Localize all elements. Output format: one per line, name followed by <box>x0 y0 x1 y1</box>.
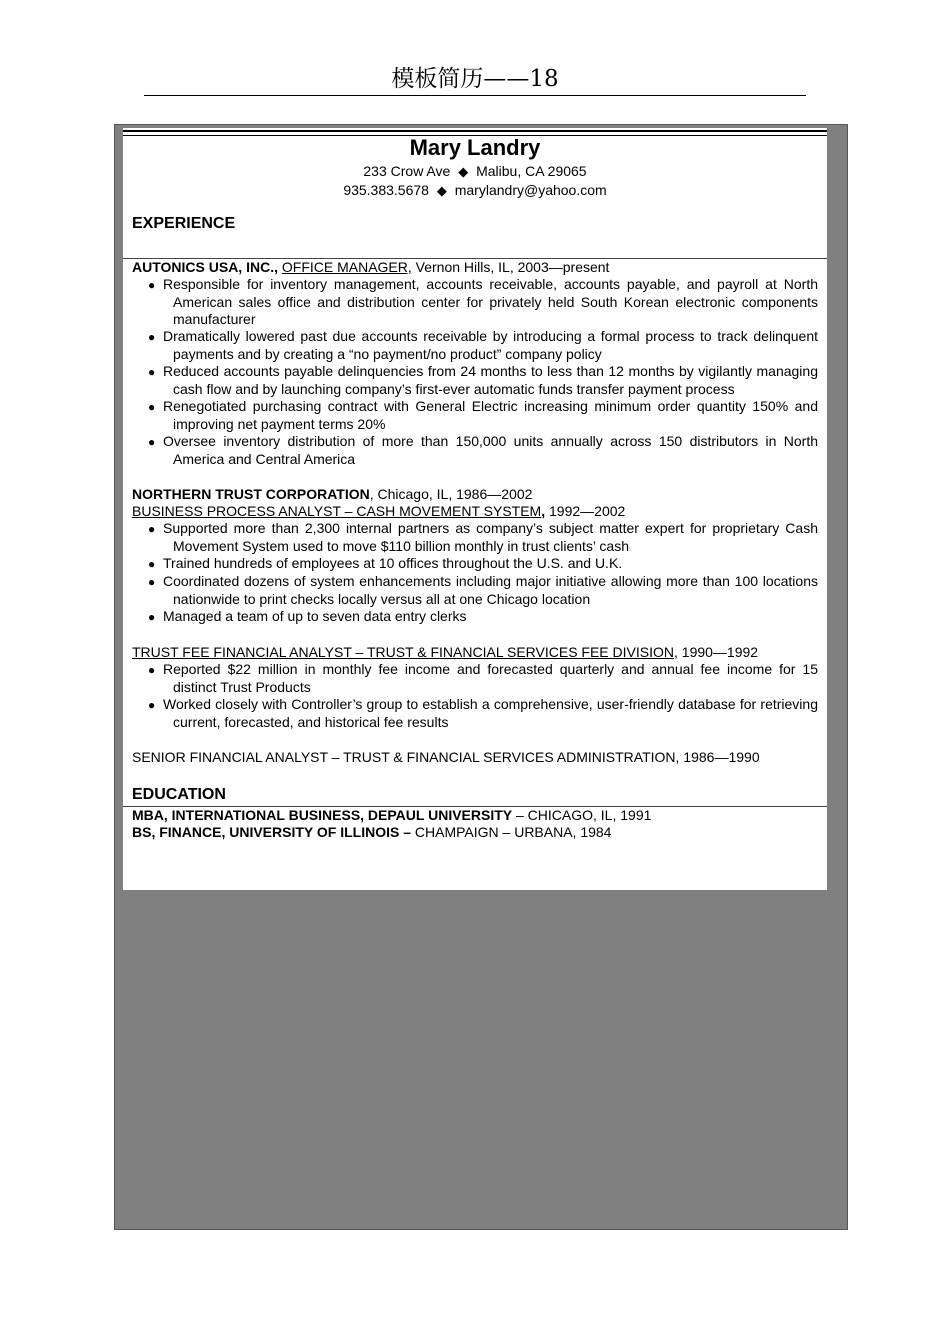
education-heading: EDUCATION <box>132 786 226 803</box>
bullet-list-bpa <box>132 520 818 626</box>
experience-heading: EXPERIENCE <box>132 215 236 232</box>
bullet-icon: ● <box>148 698 156 712</box>
list-item: ● Reduced accounts payable delinquencies from 24 months to less than 12 months by vigilantly managing cash flow and by launching company’s first-ever automatic funds transfer payment process <box>148 363 818 397</box>
role-dates: , 1990—1992 <box>674 644 759 660</box>
header-rule-thick <box>123 130 827 132</box>
list-item: ● Managed a team of up to seven data entry clerks <box>148 608 467 624</box>
spacer <box>132 731 818 749</box>
role-header-sfa: SENIOR FINANCIAL ANALYST – TRUST & FINANCIAL SERVICES ADMINISTRATION, 1986—1990 <box>132 749 760 765</box>
bullet-icon: ● <box>148 278 156 292</box>
contact-line <box>123 181 827 200</box>
diamond-icon: ◆ <box>436 183 447 198</box>
role-title: BUSINESS PROCESS ANALYST – CASH MOVEMENT SYSTEM <box>132 503 542 519</box>
job-detail: Vernon Hills, IL, 2003—present <box>415 259 610 275</box>
education-entry <box>132 807 818 824</box>
role-dates: 1992—2002 <box>545 503 626 519</box>
list-item: ● Renegotiated purchasing contract with General Electric increasing minimum order quantity 150% and improving net payment terms 20% <box>148 398 818 432</box>
street-address: 233 Crow Ave <box>363 163 451 179</box>
degree: BS, FINANCE, UNIVERSITY OF ILLINOIS – <box>132 824 411 840</box>
list-item: ● Oversee inventory distribution of more than 150,000 units annually across 150 distributors in North America and Central America <box>148 433 818 467</box>
list-item: ● Worked closely with Controller’s group to establish a comprehensive, user-friendly database for retrieving current, forecasted, and historical fee results <box>148 696 818 730</box>
role-header-bpa: BUSINESS PROCESS ANALYST – CASH MOVEMENT SYSTEM, 1992—2002 <box>132 503 626 519</box>
list-item: ● Responsible for inventory management, accounts receivable, accounts payable, and payroll at North American sales office and distribution center for privately held South Korean electronic components manufacturer <box>148 276 818 327</box>
experience-section <box>132 259 818 766</box>
diamond-icon: ◆ <box>458 164 469 179</box>
title-rule <box>144 95 806 96</box>
bullet-icon: ● <box>148 522 156 536</box>
bullet-icon: ● <box>148 365 156 379</box>
address-line <box>123 162 827 181</box>
spacer <box>132 626 818 644</box>
company-name: NORTHERN TRUST CORPORATION <box>132 486 370 502</box>
list-item: ● Coordinated dozens of system enhancements including major initiative allowing more than 100 locations nationwide to print checks locally versus all at one Chicago location <box>148 573 818 607</box>
resume-page <box>123 128 827 890</box>
city-state-zip: Malibu, CA 29065 <box>476 163 587 179</box>
role-title: TRUST FEE FINANCIAL ANALYST – TRUST & FINANCIAL SERVICES FEE DIVISION <box>132 644 674 660</box>
bullet-icon: ● <box>148 610 156 624</box>
list-item: ● Dramatically lowered past due accounts receivable by introducing a formal process to track delinquent payments and by creating a “no payment/no product” company policy <box>148 328 818 362</box>
bullet-icon: ● <box>148 575 156 589</box>
job-header-autonics <box>132 259 818 276</box>
bullet-icon: ● <box>148 400 156 414</box>
company-name: AUTONICS USA, INC., <box>132 259 278 275</box>
job-title: OFFICE MANAGER, <box>281 259 412 275</box>
bullet-icon: ● <box>148 330 156 344</box>
bullet-icon: ● <box>148 663 156 677</box>
spacer <box>132 468 818 486</box>
phone-number: 935.383.5678 <box>343 182 429 198</box>
list-item: ● Trained hundreds of employees at 10 offices throughout the U.S. and U.K. <box>148 555 623 571</box>
list-item: ● Reported $22 million in monthly fee income and forecasted quarterly and annual fee income for 15 distinct Trust Products <box>148 661 818 695</box>
bullet-list-tffa <box>132 661 818 731</box>
document-title: 模板简历——18 <box>391 66 559 92</box>
education-section <box>132 807 818 841</box>
job-header-northern <box>132 486 818 503</box>
bullet-icon: ● <box>148 557 156 571</box>
education-entry <box>132 824 818 841</box>
resume-name: Mary Landry <box>409 135 541 160</box>
role-header-tffa <box>132 644 818 661</box>
job-detail: , Chicago, IL, 1986—2002 <box>369 486 533 502</box>
bullet-list-autonics <box>132 276 818 468</box>
degree: MBA, INTERNATIONAL BUSINESS, DEPAUL UNIVERSITY <box>132 807 513 823</box>
list-item: ● Supported more than 2,300 internal partners as company’s subject matter expert for proprietary Cash Movement System used to move $110 billion monthly in trust clients’ cash <box>148 520 818 554</box>
bullet-icon: ● <box>148 435 156 449</box>
school-detail: CHAMPAIGN – URBANA, 1984 <box>411 824 612 840</box>
email-address: marylandry@yahoo.com <box>454 182 607 198</box>
school-detail: – CHICAGO, IL, 1991 <box>512 807 652 823</box>
